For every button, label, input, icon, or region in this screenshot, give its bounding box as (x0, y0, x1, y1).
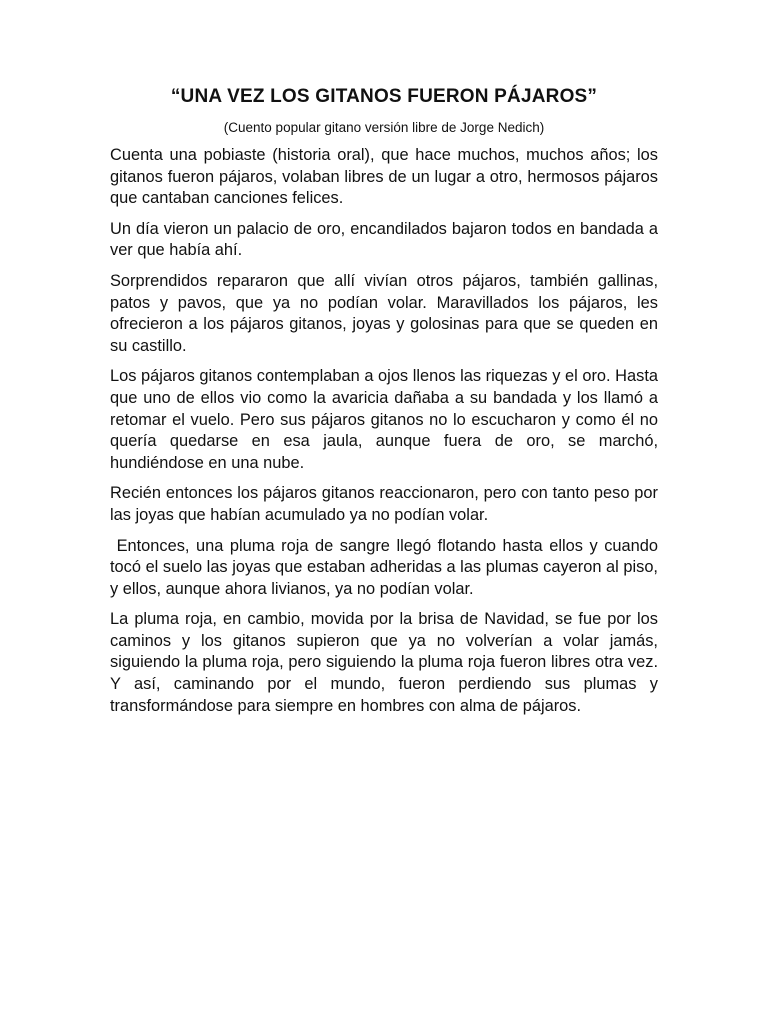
paragraph: Un día vieron un palacio de oro, encandilados bajaron todos en bandada a ver que había ahí. (110, 219, 658, 260)
paragraph: Los pájaros gitanos contemplaban a ojos llenos las riquezas y el oro. Hasta que uno de ellos vio como la avaricia dañaba a su bandada y los llamó a retomar el vuelo. Pero sus pájaros gitanos no lo escucharon y como él no quería quedarse en esa jaula, aunque fuera de oro, se marchó, hundiéndose en una nube. (110, 367, 658, 472)
paragraph: Entonces, una pluma roja de sangre llegó flotando hasta ellos y cuando tocó el suelo las joyas que estaban adheridas a las plumas cayeron al piso, y ellos, aunque ahora livianos, ya no podían volar. (110, 536, 663, 598)
paragraph: Cuenta una pobiaste (historia oral), que hace muchos, muchos años; los gitanos fueron pájaros, volaban libres de un lugar a otro, hermosos pájaros que cantaban canciones felices. (110, 146, 658, 208)
document-page (110, 85, 663, 726)
document-title: “UNA VEZ LOS GITANOS FUERON PÁJAROS” (170, 86, 598, 107)
paragraph: Sorprendidos repararon que allí vivían otros pájaros, también gallinas, patos y pavos, que ya no podían volar. Maravillados los pájaros, les ofrecieron a los pájaros gitanos, joyas y golosinas para que se queden en su castillo. (110, 271, 658, 355)
document-subtitle: (Cuento popular gitano versión libre de Jorge Nedich) (223, 120, 545, 135)
paragraph: Recién entonces los pájaros gitanos reaccionaron, pero con tanto peso por las joyas que habían acumulado ya no podían volar. (110, 484, 658, 524)
paragraph: La pluma roja, en cambio, movida por la brisa de Navidad, se fue por los caminos y los gitanos supieron que ya no volverían a volar jamás, siguiendo la pluma roja, pero siguiendo la pluma roja fueron libres otra vez. Y así, caminando por el mundo, fueron perdiendo sus plumas y transformándose para siempre en hombres con alma de pájaros. (110, 610, 658, 715)
